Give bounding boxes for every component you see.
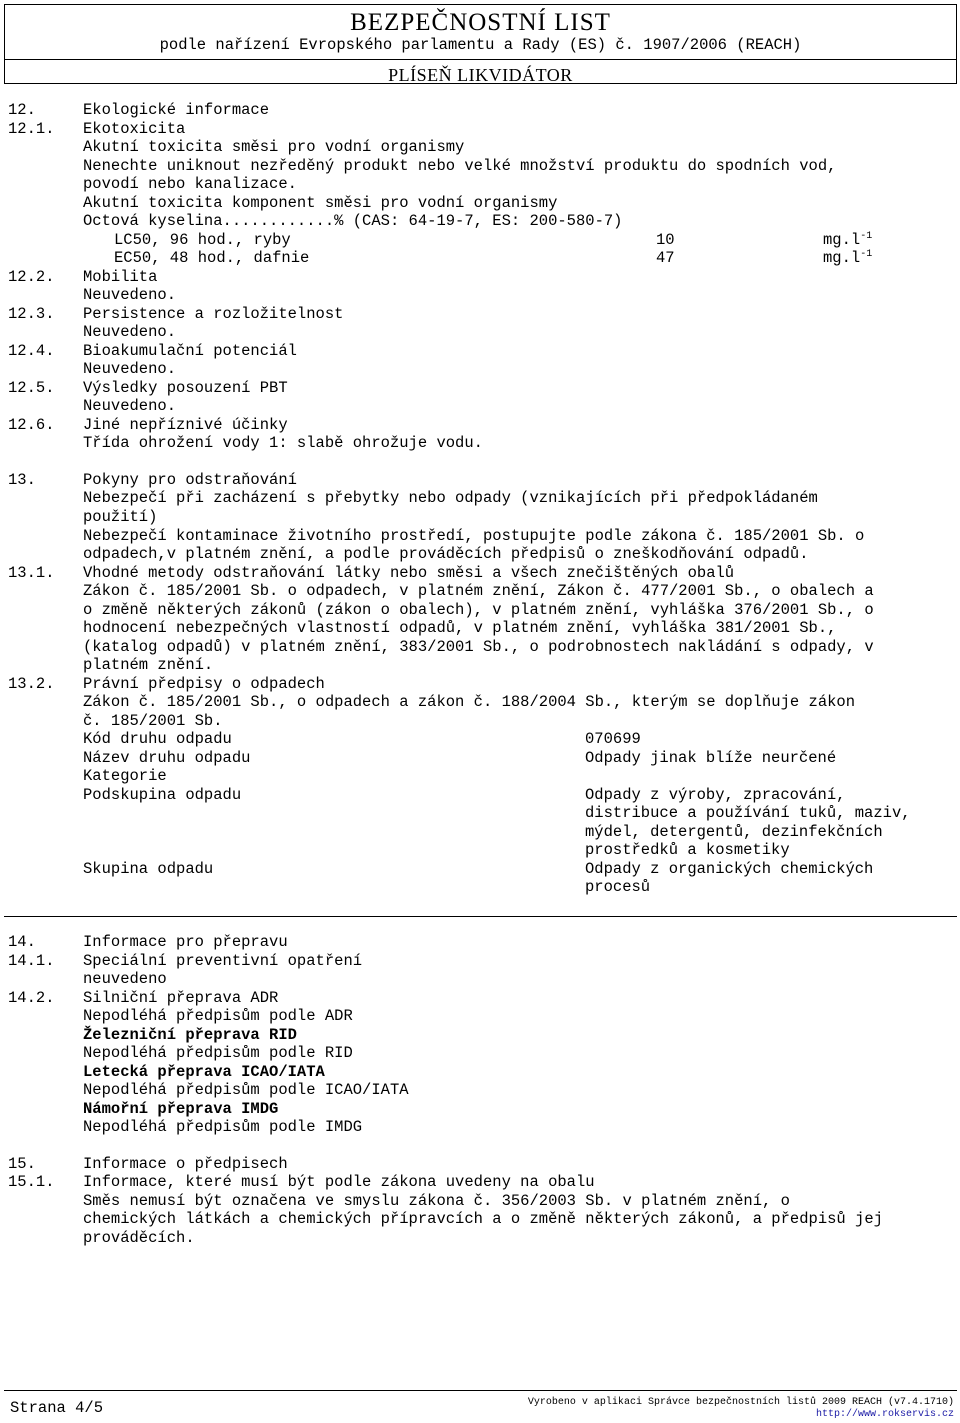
section-14-2-title: Silniční přeprava ADR: [83, 989, 279, 1007]
footer-divider: [4, 1390, 957, 1391]
text-line: o změně některých zákonů (zákon o obalech), v platném znění, vyhláška 376/2001 Sb., o: [83, 601, 874, 619]
section-12-4-number: 12.4.: [8, 342, 55, 360]
text-line: Octová kyselina............% (CAS: 64-19-7, ES: 200-580-7): [83, 212, 623, 230]
section-12-2-title: Mobilita: [83, 268, 158, 286]
text-line: Zákon č. 185/2001 Sb., o odpadech a zákon č. 188/2004 Sb., kterým se doplňuje zákon: [83, 693, 856, 711]
waste-group-value: Odpady z organických chemických: [585, 860, 874, 878]
waste-name-label: Název druhu odpadu: [83, 749, 251, 767]
unit-text: mg.l: [823, 231, 861, 249]
waste-group-value: procesů: [585, 878, 651, 896]
section-13-1-number: 13.1.: [8, 564, 55, 582]
section-12-5-number: 12.5.: [8, 379, 55, 397]
generator-note: [528, 1397, 954, 1421]
section-12-6-title: Jiné nepříznivé účinky: [83, 416, 288, 434]
text-line: Neuvedeno.: [83, 397, 177, 415]
toxicity-row-value: 47: [656, 249, 675, 267]
waste-subgroup-value: Odpady z výroby, zpracování,: [585, 786, 846, 804]
section-12-6-number: 12.6.: [8, 416, 55, 434]
text-line: Nepodléhá předpisům podle RID: [83, 1044, 353, 1062]
waste-subgroup-value: prostředků a kosmetiky: [585, 841, 790, 859]
document-title: BEZPEČNOSTNÍ LIST: [350, 9, 611, 36]
toxicity-row-name: LC50, 96 hod., ryby: [114, 231, 291, 249]
section-15-1-number: 15.1.: [8, 1173, 55, 1191]
header-divider: [5, 59, 956, 60]
section-14-1-title: Speciální preventivní opatření: [83, 952, 363, 970]
document-subtitle: podle nařízení Evropského parlamentu a Rady (ES) č. 1907/2006 (REACH): [159, 36, 802, 54]
unit-text: mg.l: [823, 249, 861, 267]
section-13-title: Pokyny pro odstraňování: [83, 471, 297, 489]
waste-code-label: Kód druhu odpadu: [83, 730, 232, 748]
text-line: prováděcích.: [83, 1229, 195, 1247]
section-divider: [4, 916, 957, 917]
text-line: Nenechte uniknout nezředěný produkt nebo velké množství produktu do spodních vod,: [83, 157, 837, 175]
section-14-title: Informace pro přepravu: [83, 933, 288, 951]
waste-subgroup-value: distribuce a používání tuků, maziv,: [585, 804, 911, 822]
unit-exponent: -1: [860, 249, 873, 260]
product-name: PLÍSEŇ LIKVIDÁTOR: [388, 65, 573, 85]
toxicity-row-value: 10: [656, 231, 675, 249]
section-12-3-title: Persistence a rozložitelnost: [83, 305, 344, 323]
waste-name-value: Odpady jinak blíže neurčené: [585, 749, 837, 767]
text-line: Neuvedeno.: [83, 286, 177, 304]
text-line: Zákon č. 185/2001 Sb. o odpadech, v platném znění, Zákon č. 477/2001 Sb., o obalech a: [83, 582, 874, 600]
waste-group-label: Skupina odpadu: [83, 860, 214, 878]
waste-category-label: Kategorie: [83, 767, 167, 785]
section-13-number: 13.: [8, 471, 36, 489]
section-12-1-title: Ekotoxicita: [83, 120, 186, 138]
section-12-3-number: 12.3.: [8, 305, 55, 323]
section-15-title: Informace o předpisech: [83, 1155, 288, 1173]
transport-imdg-title: Námořní přeprava IMDG: [83, 1100, 279, 1118]
text-line: Třída ohrožení vody 1: slabě ohrožuje vodu.: [83, 434, 483, 452]
waste-subgroup-value: mýdel, detergentů, dezinfekčních: [585, 823, 883, 841]
section-12-1-number: 12.1.: [8, 120, 55, 138]
section-15-1-title: Informace, které musí být podle zákona uvedeny na obalu: [83, 1173, 595, 1191]
waste-code-value: 070699: [585, 730, 641, 748]
section-13-2-number: 13.2.: [8, 675, 55, 693]
section-13-2-title: Právní předpisy o odpadech: [83, 675, 325, 693]
text-line: odpadech,v platném znění, a podle prováděcích předpisů o zneškodňování odpadů.: [83, 545, 809, 563]
transport-rid-title: Železniční přeprava RID: [83, 1026, 297, 1044]
section-12-2-number: 12.2.: [8, 268, 55, 286]
text-line: Nebezpečí kontaminace životního prostředí, postupujte podle zákona č. 185/2001 Sb. o: [83, 527, 865, 545]
generator-text: Vyrobeno v aplikaci Správce bezpečnostních listů 2009 REACH (v7.4.1710): [527, 1397, 954, 1408]
text-line: Neuvedeno.: [83, 360, 177, 378]
text-line: Směs nemusí být označena ve smyslu zákona č. 356/2003 Sb. v platném znění, o: [83, 1192, 790, 1210]
text-line: platném znění.: [83, 656, 214, 674]
page-number: Strana 4/5: [10, 1399, 104, 1417]
text-line: chemických látkách a chemických přípravcích a o změně některých zákonů, a předpisů jej: [83, 1210, 883, 1228]
section-14-number: 14.: [8, 933, 36, 951]
text-line: Nepodléhá předpisům podle ADR: [83, 1007, 353, 1025]
document-header: [4, 4, 957, 84]
section-15-number: 15.: [8, 1155, 36, 1173]
text-line: povodí nebo kanalizace.: [83, 175, 297, 193]
text-line: Nepodléhá předpisům podle IMDG: [83, 1118, 363, 1136]
toxicity-row-name: EC50, 48 hod., dafnie: [114, 249, 310, 267]
text-line: Nebezpečí při zacházení s přebytky nebo odpady (vznikajících při předpokládaném: [83, 489, 818, 507]
section-13-1-title: Vhodné metody odstraňování látky nebo směsi a všech znečištěných obalů: [83, 564, 735, 582]
transport-icao-title: Letecká přeprava ICAO/IATA: [83, 1063, 325, 1081]
text-line: použití): [83, 508, 158, 526]
section-12-4-title: Bioakumulační potenciál: [83, 342, 297, 360]
section-14-1-number: 14.1.: [8, 952, 55, 970]
section-12-title: Ekologické informace: [83, 101, 270, 119]
section-12-number: 12.: [8, 101, 36, 119]
generator-link[interactable]: http://www.rokservis.cz: [815, 1409, 954, 1420]
text-line: Nepodléhá předpisům podle ICAO/IATA: [83, 1081, 409, 1099]
toxicity-row-unit: [823, 249, 872, 267]
section-12-5-title: Výsledky posouzení PBT: [83, 379, 288, 397]
toxicity-row-unit: [823, 231, 872, 249]
unit-exponent: -1: [860, 231, 873, 242]
text-line: Neuvedeno.: [83, 323, 177, 341]
text-line: Akutní toxicita komponent směsi pro vodní organismy: [83, 194, 558, 212]
text-line: hodnocení nebezpečných vlastností odpadů, v platném znění, vyhláška 381/2001 Sb.,: [83, 619, 837, 637]
text-line: č. 185/2001 Sb.: [83, 712, 223, 730]
text-line: neuvedeno: [83, 970, 167, 988]
text-line: Akutní toxicita směsi pro vodní organismy: [83, 138, 465, 156]
waste-subgroup-label: Podskupina odpadu: [83, 786, 242, 804]
section-14-2-number: 14.2.: [8, 989, 55, 1007]
text-line: (katalog odpadů) v platném znění, 383/2001 Sb., o podrobnostech nakládání s odpady, v: [83, 638, 874, 656]
